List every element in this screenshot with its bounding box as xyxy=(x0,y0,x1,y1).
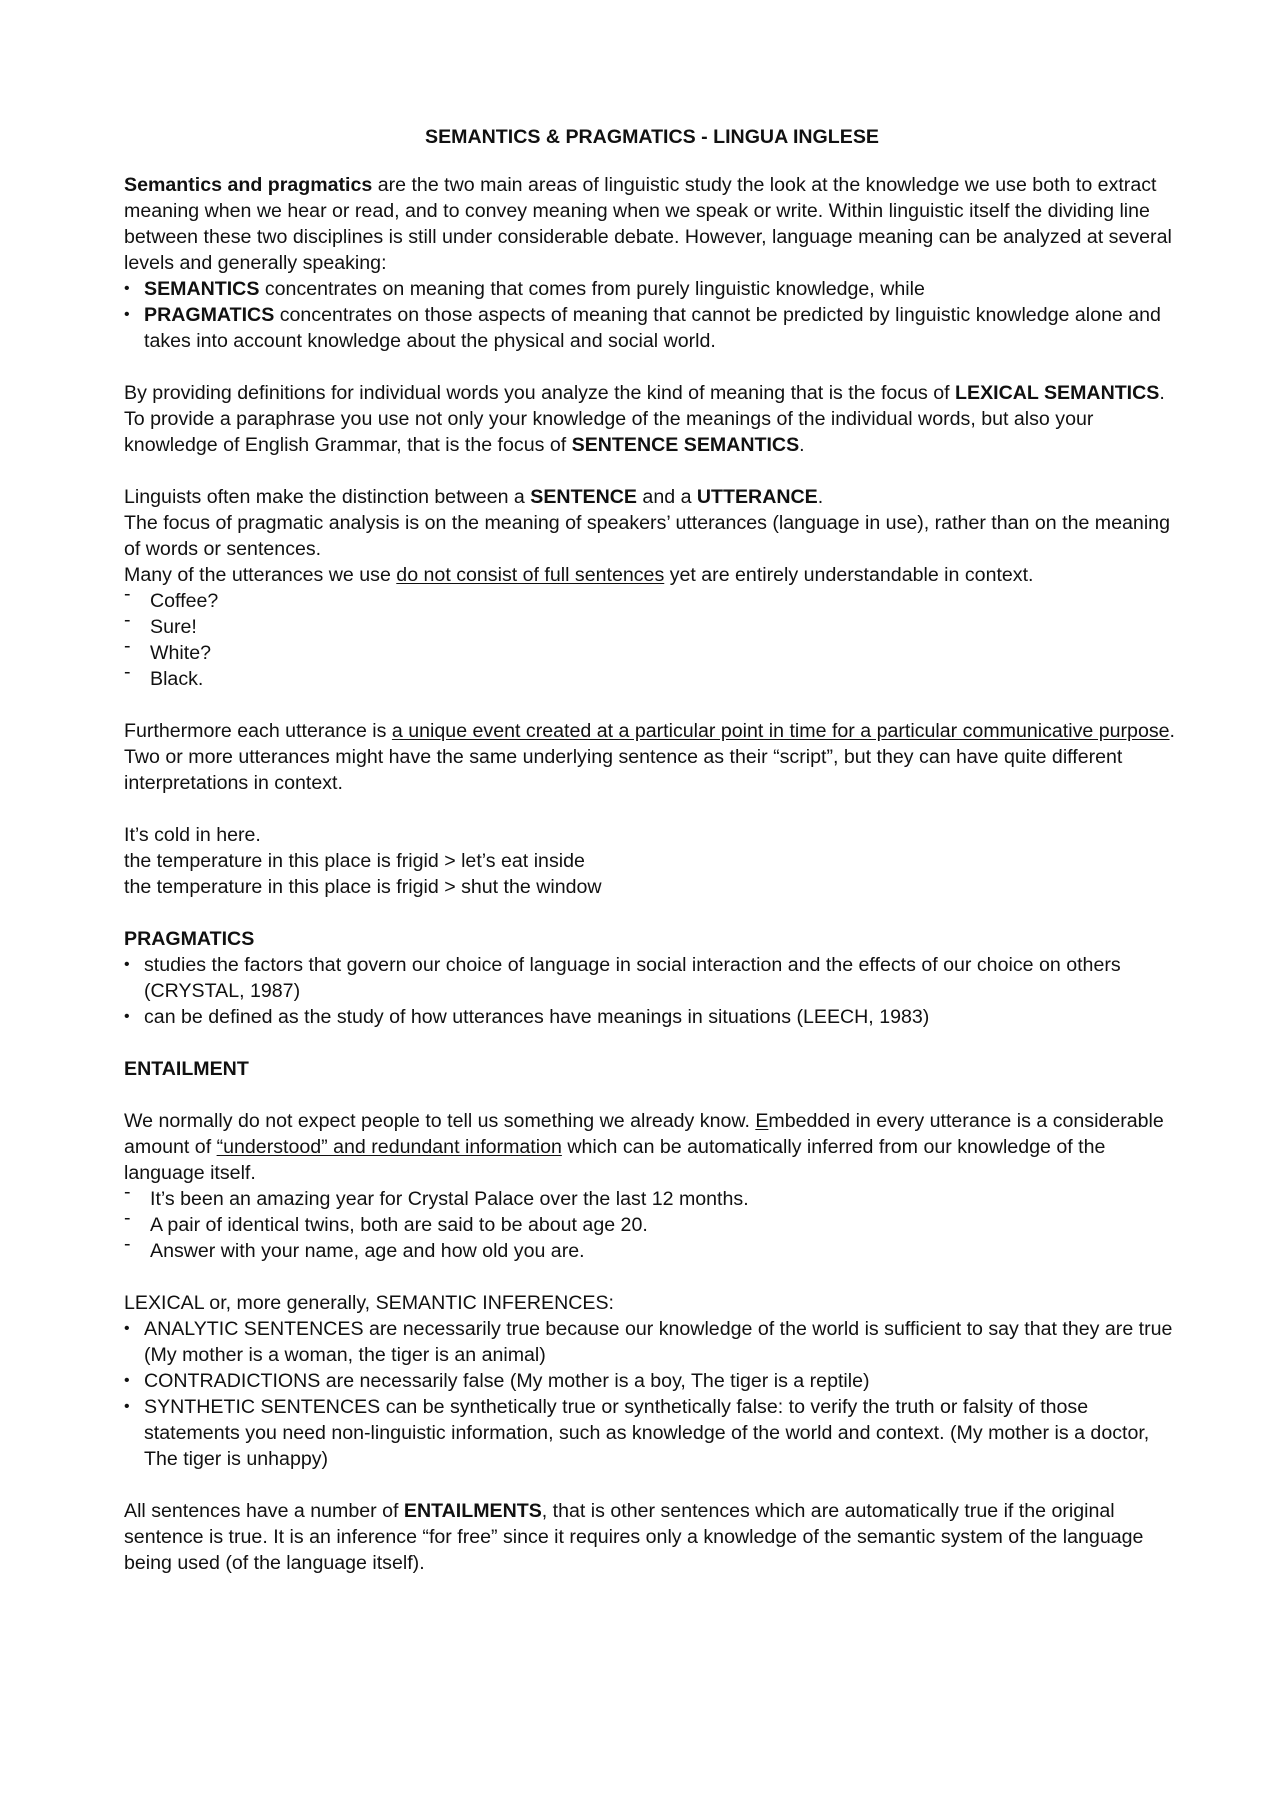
entailment-paragraph xyxy=(124,1108,1180,1186)
text-run: Furthermore each utterance is xyxy=(124,720,392,742)
inferences-label: LEXICAL or, more generally, SEMANTIC INFERENCES: xyxy=(124,1292,614,1314)
text-run: . To provide a paraphrase you use not only your knowledge of the meanings of the individual words, but also your knowledge of English Grammar, that is the focus of xyxy=(124,382,1165,456)
list-item: - A pair of identical twins, both are said to be about age 20. xyxy=(124,1212,1180,1238)
text-run: By providing definitions for individual words you analyze the kind of meaning that is the focus of xyxy=(124,382,956,404)
lexical-paragraph xyxy=(124,380,1180,458)
list-item: • studies the factors that govern our choice of language in social interaction and the effects of our choice on others (CRYSTAL, 1987) xyxy=(124,952,1180,1004)
term-pragmatics: PRAGMATICS xyxy=(144,304,275,326)
inferences-list xyxy=(124,1316,1180,1472)
cold-line: the temperature in this place is frigid > shut the window xyxy=(124,876,602,898)
text-run: , that is other sentences which are automatically true if the original sentence is true. It is an inference “for free” since it requires only a knowledge of the semantic system of the language being used (of the language itself). xyxy=(124,1500,1144,1574)
text-run: yet are entirely understandable in context. xyxy=(664,564,1034,586)
intro-text: are the two main areas of linguistic study the look at the knowledge we use both to extract meaning when we hear or read, and to convey meaning when we speak or write. Within linguistic itself the dividing line between these two disciplines is still under considerable debate. However, language meaning can be analyzed at several levels and generally speaking: xyxy=(124,174,1172,274)
list-item: • SYNTHETIC SENTENCES can be synthetically true or synthetically false: to verify the truth or falsity of those statements you need non-linguistic information, such as knowledge of the world and context. (My mother is a doctor, The tiger is unhappy) xyxy=(124,1394,1180,1472)
term-text: concentrates on meaning that comes from purely linguistic knowledge, while xyxy=(259,278,925,300)
pragmatics-list xyxy=(124,952,1180,1030)
list-item: - Black. xyxy=(124,666,1180,692)
bold-run: SENTENCE xyxy=(530,486,637,508)
focus-paragraph: The focus of pragmatic analysis is on the meaning of speakers’ utterances (language in use), rather than on the meaning of words or sentences. xyxy=(124,512,1170,560)
list-item xyxy=(124,276,1180,302)
list-item: • can be defined as the study of how utterances have meanings in situations (LEECH, 1983) xyxy=(124,1004,1180,1030)
text-run: mbedded in every utterance is a considerable amount of xyxy=(124,1110,1164,1158)
text-run: . xyxy=(799,434,805,456)
bold-run: SENTENCE SEMANTICS xyxy=(571,434,800,456)
text-run: Many of the utterances we use xyxy=(124,564,397,586)
furthermore-paragraph xyxy=(124,718,1180,796)
bold-run: ENTAILMENTS xyxy=(403,1500,542,1522)
text-run: Linguists often make the distinction between a xyxy=(124,486,531,508)
cold-line: It’s cold in here. xyxy=(124,824,261,846)
text-run: . xyxy=(817,486,824,508)
entailment-heading: ENTAILMENT xyxy=(124,1058,249,1080)
underlined-run: “understood” and redundant information xyxy=(216,1136,562,1158)
underlined-run: E xyxy=(755,1110,769,1132)
final-paragraph xyxy=(124,1498,1180,1576)
list-item: - It’s been an amazing year for Crystal Palace over the last 12 months. xyxy=(124,1186,1180,1212)
cold-line: the temperature in this place is frigid > let’s eat inside xyxy=(124,850,585,872)
examples2-list xyxy=(124,1186,1180,1264)
term-semantics: SEMANTICS xyxy=(144,278,260,300)
intro-paragraph xyxy=(124,172,1180,276)
list-item: • ANALYTIC SENTENCES are necessarily true because our knowledge of the world is sufficient to say that they are true (My mother is a woman, the tiger is an animal) xyxy=(124,1316,1180,1368)
term-text: concentrates on those aspects of meaning that cannot be predicted by linguistic knowledge alone and takes into account knowledge about the physical and social world. xyxy=(144,304,1161,352)
list-item xyxy=(124,302,1180,354)
page-title: SEMANTICS & PRAGMATICS - LINGUA INGLESE xyxy=(425,126,879,148)
examples-list xyxy=(124,588,1180,692)
intro-bold: Semantics and pragmatics xyxy=(124,174,373,196)
list-item: • CONTRADICTIONS are necessarily false (My mother is a boy, The tiger is a reptile) xyxy=(124,1368,1180,1394)
bold-run: UTTERANCE xyxy=(696,486,818,508)
utterance-paragraph xyxy=(124,484,1180,510)
underlined-run: do not consist of full sentences xyxy=(396,564,665,586)
list-item: - White? xyxy=(124,640,1180,666)
text-run: and a xyxy=(636,486,697,508)
pragmatics-heading: PRAGMATICS xyxy=(124,928,255,950)
list-item: - Sure! xyxy=(124,614,1180,640)
list-item: - Answer with your name, age and how old you are. xyxy=(124,1238,1180,1264)
list-item: - Coffee? xyxy=(124,588,1180,614)
text-run: All sentences have a number of xyxy=(124,1500,404,1522)
many-paragraph xyxy=(124,562,1180,588)
text-run: We normally do not expect people to tell us something we already know. xyxy=(124,1110,756,1132)
levels-list xyxy=(124,276,1180,354)
text-run: . Two or more utterances might have the same underlying sentence as their “script”, but they can have quite different interpretations in context. xyxy=(124,720,1175,794)
bold-run: LEXICAL SEMANTICS xyxy=(955,382,1160,404)
text-run: which can be automatically inferred from our knowledge of the language itself. xyxy=(124,1136,1106,1184)
underlined-run: a unique event created at a particular point in time for a particular communicative purpose xyxy=(391,720,1170,742)
